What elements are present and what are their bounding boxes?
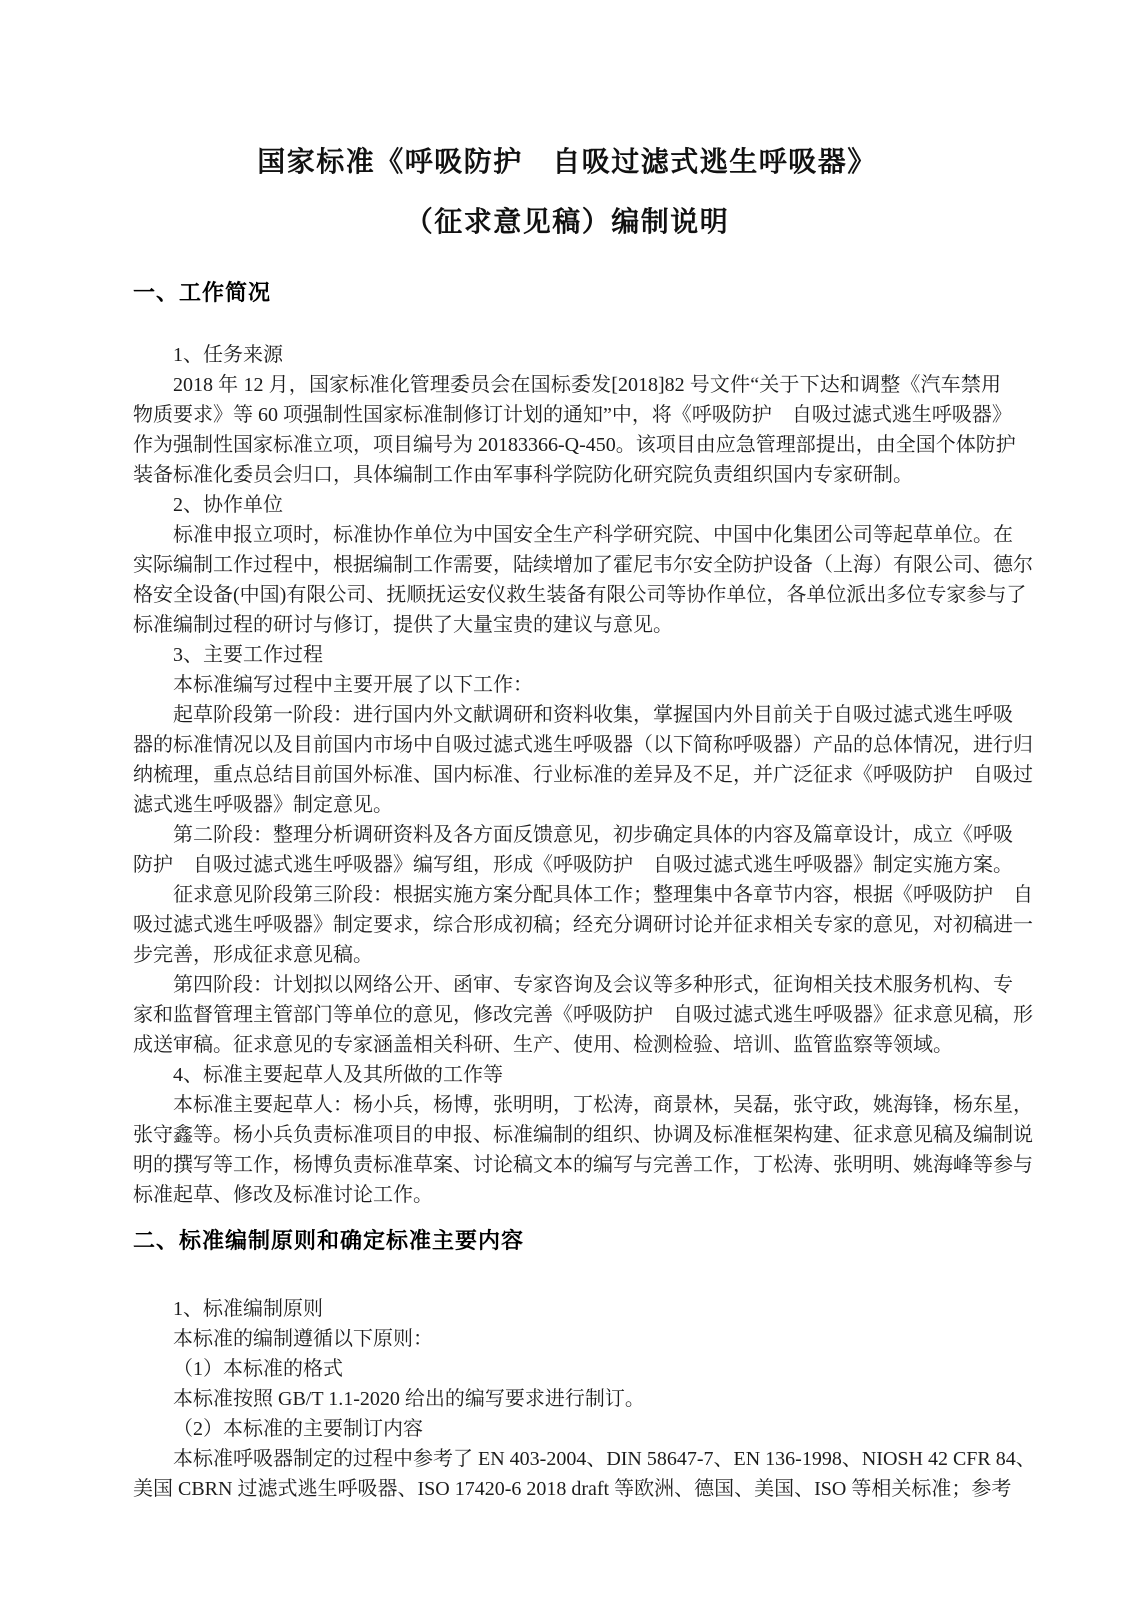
text-line: （1）本标准的格式 xyxy=(173,1358,343,1380)
text-line: 起草阶段第一阶段：进行国内外文献调研和资料收集，掌握国内外目前关于自吸过滤式逃生呼吸 xyxy=(173,704,1013,726)
text-line: 美国 CBRN 过滤式逃生呼吸器、ISO 17420-6 2018 draft 等欧洲、德国、美国、ISO 等相关标准；参考 xyxy=(133,1478,1012,1500)
text-line: 装备标准化委员会归口，具体编制工作由军事科学院防化研究院负责组织国内专家研制。 xyxy=(133,464,913,486)
text-line: 本标准呼吸器制定的过程中参考了 EN 403-2004、DIN 58647-7、EN 136-1998、NIOSH 42 CFR 84、 xyxy=(173,1448,1036,1470)
text-line: 征求意见阶段第三阶段：根据实施方案分配具体工作；整理集中各章节内容，根据《呼吸防护 自 xyxy=(173,884,1033,906)
text-line: 张守鑫等。杨小兵负责标准项目的申报、标准编制的组织、协调及标准框架构建、征求意见稿及编制说 xyxy=(133,1124,1033,1146)
text-line: 物质要求》等 60 项强制性国家标准制修订计划的通知”中，将《呼吸防护 自吸过滤式逃生呼吸器》 xyxy=(133,404,1012,426)
text-line: 2018 年 12 月，国家标准化管理委员会在国标委发[2018]82 号文件“关于下达和调整《汽车禁用 xyxy=(173,374,1001,396)
section-heading: 二、标准编制原则和确定标准主要内容 xyxy=(133,1228,525,1253)
text-line: 成送审稿。征求意见的专家涵盖相关科研、生产、使用、检测检验、培训、监管监察等领域。 xyxy=(133,1034,953,1056)
text-line: 家和监督管理主管部门等单位的意见，修改完善《呼吸防护 自吸过滤式逃生呼吸器》征求意见稿，形 xyxy=(133,1004,1033,1026)
text-line: 标准编制过程的研讨与修订，提供了大量宝贵的建议与意见。 xyxy=(133,614,673,636)
text-line: 1、标准编制原则 xyxy=(173,1298,323,1320)
section-body xyxy=(133,1294,1036,1504)
document-title-line2: （征求意见稿）编制说明 xyxy=(404,207,730,238)
text-line: 标准起草、修改及标准讨论工作。 xyxy=(133,1184,433,1206)
text-line: 作为强制性国家标准立项，项目编号为 20183366-Q-450。该项目由应急管理部提出，由全国个体防护 xyxy=(133,434,1016,456)
text-line: 标准申报立项时，标准协作单位为中国安全生产科学研究院、中国中化集团公司等起草单位。在 xyxy=(173,524,1013,546)
text-line: 本标准的编制遵循以下原则： xyxy=(173,1328,433,1350)
section-heading: 一、工作简况 xyxy=(133,280,272,305)
text-line: 第二阶段：整理分析调研资料及各方面反馈意见，初步确定具体的内容及篇章设计，成立《呼吸 xyxy=(173,824,1013,846)
text-line: 本标准主要起草人：杨小兵，杨博，张明明，丁松涛，商景林，吴磊，张守政，姚海锋，杨东星， xyxy=(173,1094,1033,1116)
text-line: （2）本标准的主要制订内容 xyxy=(173,1418,423,1440)
text-line: 滤式逃生呼吸器》制定意见。 xyxy=(133,794,393,816)
section-body xyxy=(133,340,1033,1210)
text-line: 吸过滤式逃生呼吸器》制定要求，综合形成初稿；经充分调研讨论并征求相关专家的意见，对初稿进一 xyxy=(133,914,1033,936)
text-line: 3、主要工作过程 xyxy=(173,644,323,666)
text-line: 步完善，形成征求意见稿。 xyxy=(133,944,373,966)
text-line: 防护 自吸过滤式逃生呼吸器》编写组，形成《呼吸防护 自吸过滤式逃生呼吸器》制定实施方案。 xyxy=(133,854,1013,876)
text-line: 2、协作单位 xyxy=(173,494,283,516)
document-body xyxy=(133,278,1036,1504)
text-line: 格安全设备(中国)有限公司、抚顺抚运安仪救生装备有限公司等协作单位，各单位派出多位专家参与了 xyxy=(133,584,1027,606)
text-line: 第四阶段：计划拟以网络公开、函审、专家咨询及会议等多种形式，征询相关技术服务机构、专 xyxy=(173,974,1013,996)
document-title-line1: 国家标准《呼吸防护 自吸过滤式逃生呼吸器》 xyxy=(257,147,877,178)
document-section xyxy=(133,278,1033,1210)
text-line: 纳梳理，重点总结目前国外标准、国内标准、行业标准的差异及不足，并广泛征求《呼吸防护 自吸过 xyxy=(133,764,1033,786)
text-line: 实际编制工作过程中，根据编制工作需要，陆续增加了霍尼韦尔安全防护设备（上海）有限公司、德尔 xyxy=(133,554,1033,576)
text-line: 本标准编写过程中主要开展了以下工作： xyxy=(173,674,533,696)
text-line: 4、标准主要起草人及其所做的工作等 xyxy=(173,1064,503,1086)
text-line: 明的撰写等工作，杨博负责标准草案、讨论稿文本的编写与完善工作，丁松涛、张明明、姚海峰等参与 xyxy=(133,1154,1033,1176)
text-line: 本标准按照 GB/T 1.1-2020 给出的编写要求进行制订。 xyxy=(173,1388,645,1410)
text-line: 器的标准情况以及目前国内市场中自吸过滤式逃生呼吸器（以下简称呼吸器）产品的总体情况，进行归 xyxy=(133,734,1033,756)
text-line: 1、任务来源 xyxy=(173,344,283,366)
document-section xyxy=(133,1226,1036,1504)
